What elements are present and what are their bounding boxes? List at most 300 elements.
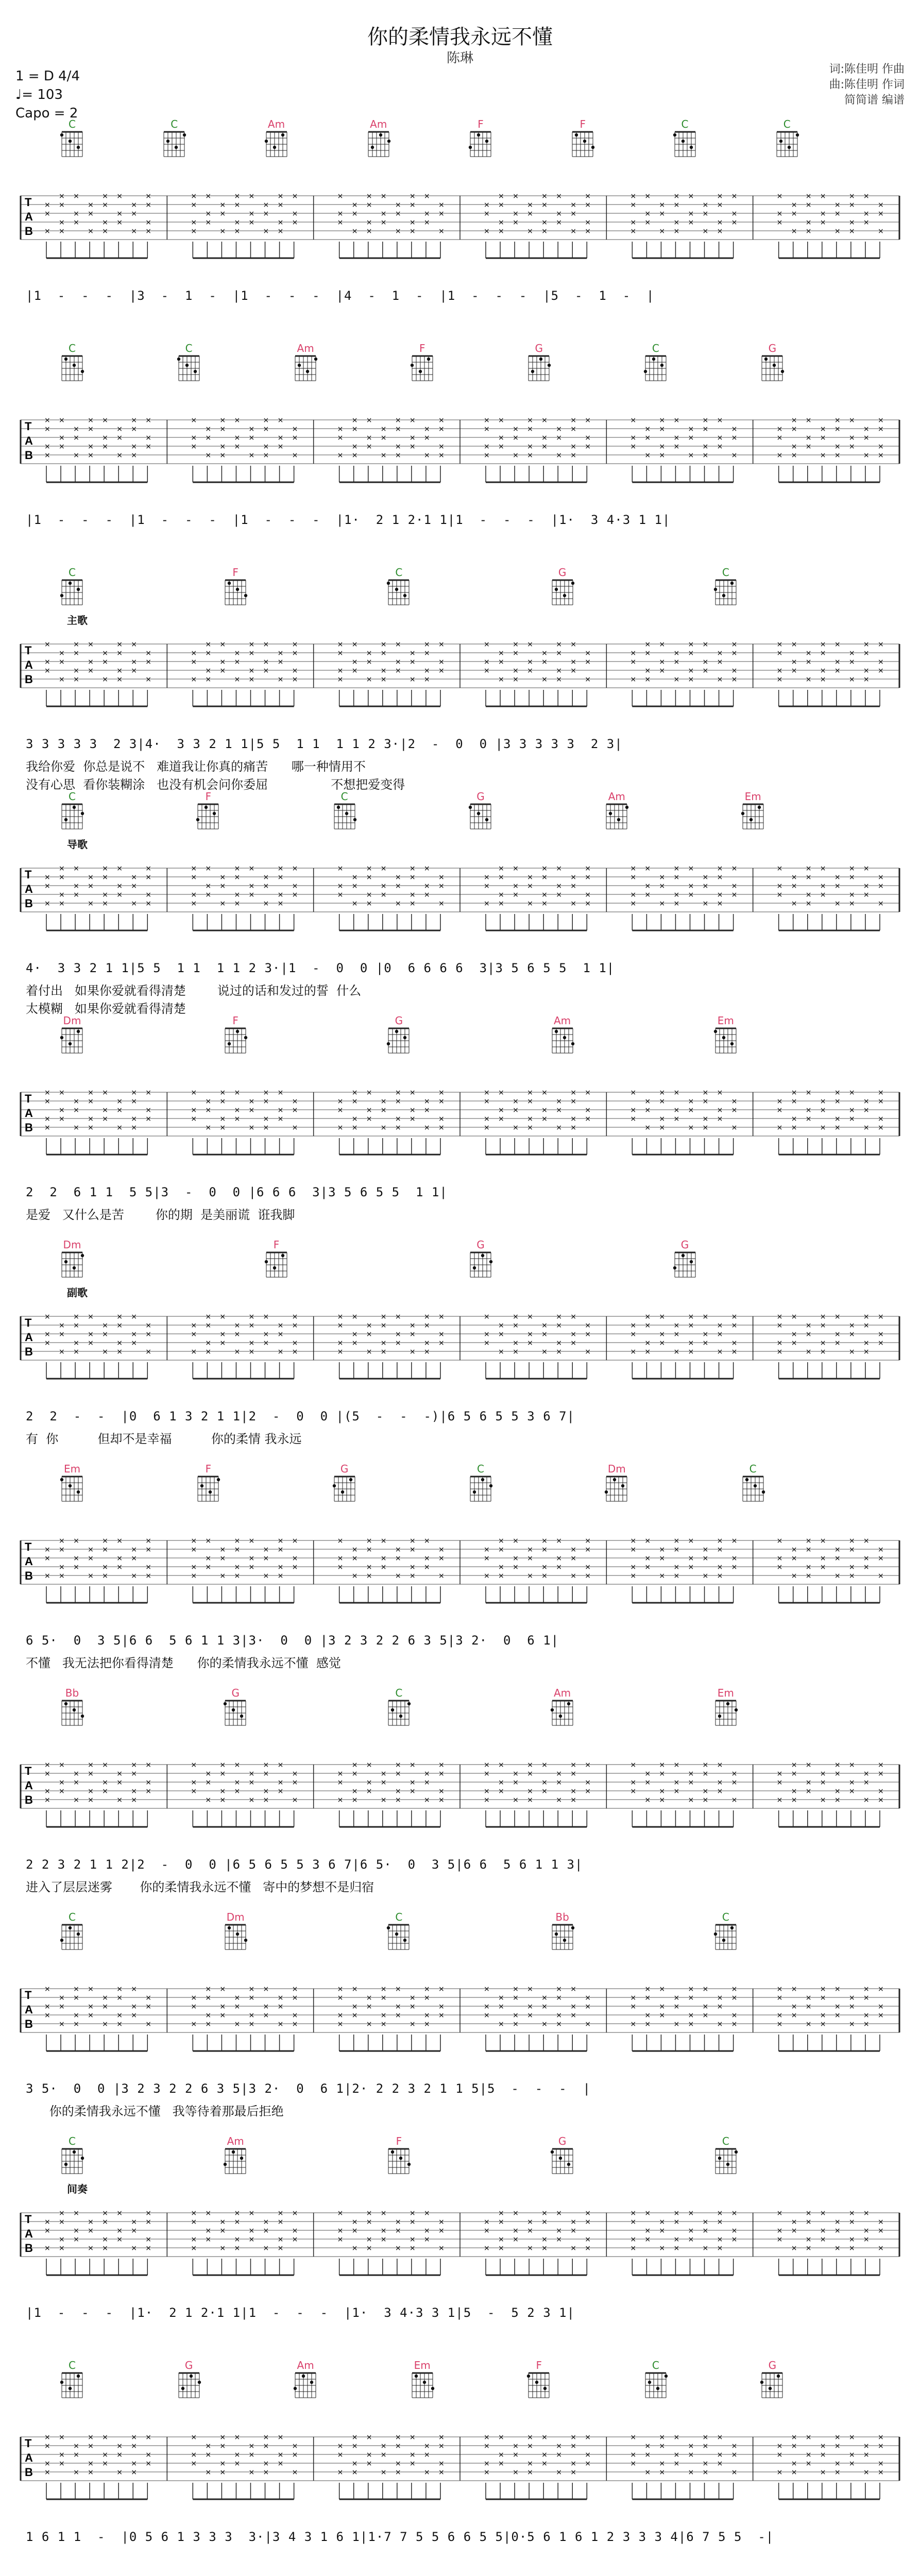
chord-grid-icon [570, 130, 595, 159]
svg-text:×: × [644, 649, 651, 657]
svg-text:×: × [630, 192, 637, 200]
svg-text:×: × [131, 210, 137, 218]
svg-text:×: × [717, 900, 723, 908]
svg-text:×: × [673, 2433, 680, 2442]
svg-text:×: × [820, 192, 826, 200]
svg-text:×: × [145, 1787, 152, 1795]
svg-text:×: × [366, 416, 372, 425]
chord-name: Am [554, 1687, 571, 1699]
svg-text:×: × [73, 1124, 79, 1132]
svg-text:×: × [848, 649, 855, 657]
svg-text:×: × [366, 227, 372, 235]
svg-text:×: × [556, 192, 562, 200]
svg-text:×: × [834, 1089, 841, 1097]
svg-text:×: × [541, 1537, 548, 1545]
svg-text:×: × [848, 416, 855, 425]
svg-text:×: × [731, 2451, 738, 2459]
chord-name: C [69, 790, 76, 803]
svg-text:×: × [527, 1115, 533, 1123]
svg-text:×: × [673, 2451, 680, 2459]
svg-text:×: × [263, 210, 269, 218]
svg-text:×: × [484, 425, 490, 433]
svg-text:×: × [820, 2451, 826, 2459]
svg-text:×: × [409, 658, 416, 666]
svg-text:×: × [116, 640, 123, 649]
svg-text:×: × [570, 2442, 576, 2450]
lyrics-line: 进入了层层迷雾 你的柔情我永远不懂 寄中的梦想不是归宿 [26, 1880, 374, 1894]
svg-text:×: × [513, 1770, 519, 1778]
svg-text:×: × [337, 1563, 344, 1571]
svg-text:×: × [717, 227, 723, 235]
svg-text:×: × [292, 2011, 298, 2020]
svg-text:×: × [527, 227, 533, 235]
svg-text:×: × [702, 658, 709, 666]
svg-text:×: × [423, 1313, 430, 1321]
svg-text:×: × [292, 1348, 298, 1356]
chord-name: C [395, 566, 403, 579]
svg-text:×: × [556, 1106, 562, 1114]
svg-text:×: × [59, 2218, 65, 2226]
svg-text:×: × [570, 201, 576, 209]
svg-text:×: × [570, 1572, 576, 1580]
chord-diagram [705, 1687, 746, 1727]
svg-text:×: × [644, 1994, 651, 2002]
svg-text:×: × [776, 2442, 783, 2450]
tab-staff [0, 2192, 920, 2347]
svg-text:×: × [834, 416, 841, 425]
svg-text:×: × [702, 2460, 709, 2468]
svg-text:×: × [145, 658, 152, 666]
svg-text:×: × [484, 658, 490, 666]
svg-text:×: × [366, 1106, 372, 1114]
svg-text:×: × [484, 1770, 490, 1778]
svg-text:×: × [337, 1124, 344, 1132]
svg-text:×: × [248, 1554, 255, 1563]
svg-text:×: × [116, 1778, 123, 1787]
svg-text:×: × [570, 1770, 576, 1778]
svg-text:×: × [409, 1321, 416, 1330]
svg-text:×: × [498, 658, 504, 666]
svg-text:×: × [337, 218, 344, 227]
svg-text:×: × [191, 1546, 197, 1554]
chord-diagram [518, 2360, 559, 2400]
svg-text:×: × [44, 425, 50, 433]
svg-text:×: × [570, 882, 576, 890]
svg-text:T: T [25, 196, 32, 209]
svg-text:×: × [805, 2235, 812, 2244]
svg-text:×: × [234, 1787, 241, 1795]
chord-diagram [705, 1015, 746, 1055]
svg-text:×: × [820, 1124, 826, 1132]
svg-text:×: × [702, 1554, 709, 1563]
chord-grid-icon [713, 1026, 739, 1055]
svg-text:×: × [834, 1097, 841, 1106]
svg-text:×: × [791, 201, 797, 209]
svg-text:×: × [351, 2011, 358, 2020]
svg-text:×: × [791, 425, 797, 433]
chord-name: Dm [226, 1911, 245, 1923]
svg-text:×: × [527, 443, 533, 451]
svg-text:T: T [25, 644, 32, 657]
svg-text:×: × [570, 1339, 576, 1347]
svg-text:×: × [438, 1796, 445, 1804]
svg-text:×: × [673, 416, 680, 425]
svg-text:×: × [863, 2020, 870, 2028]
svg-text:×: × [59, 1348, 65, 1356]
svg-text:×: × [277, 1330, 284, 1338]
svg-text:×: × [277, 1348, 284, 1356]
svg-text:×: × [863, 1124, 870, 1132]
svg-text:×: × [717, 865, 723, 873]
svg-text:×: × [337, 865, 344, 873]
svg-text:×: × [366, 891, 372, 899]
svg-text:×: × [145, 900, 152, 908]
svg-text:×: × [805, 873, 812, 882]
svg-text:×: × [366, 2244, 372, 2252]
svg-text:×: × [717, 1537, 723, 1545]
svg-text:×: × [131, 1554, 137, 1563]
svg-text:×: × [234, 2451, 241, 2459]
section-label: 主歌 [67, 614, 88, 626]
svg-text:×: × [191, 1348, 197, 1356]
chord-name: Em [63, 1463, 81, 1475]
svg-text:×: × [337, 1770, 344, 1778]
svg-text:×: × [776, 891, 783, 899]
svg-text:×: × [484, 443, 490, 451]
svg-text:×: × [805, 1546, 812, 1554]
svg-text:×: × [145, 1106, 152, 1114]
svg-text:×: × [292, 640, 298, 649]
svg-text:×: × [380, 2235, 387, 2244]
svg-text:×: × [351, 1761, 358, 1769]
svg-text:×: × [513, 1537, 519, 1545]
svg-text:×: × [877, 227, 884, 235]
svg-text:×: × [438, 1089, 445, 1097]
svg-text:×: × [688, 1106, 694, 1114]
svg-text:×: × [351, 1339, 358, 1347]
svg-text:×: × [484, 873, 490, 882]
svg-text:×: × [702, 1124, 709, 1132]
svg-text:×: × [731, 2442, 738, 2450]
svg-text:×: × [527, 1761, 533, 1769]
chord-diagram [596, 1463, 637, 1503]
svg-text:×: × [820, 1770, 826, 1778]
svg-text:×: × [791, 210, 797, 218]
svg-text:×: × [234, 2433, 241, 2442]
svg-text:×: × [877, 2433, 884, 2442]
svg-text:×: × [102, 201, 108, 209]
chord-name: Em [414, 2359, 431, 2371]
svg-text:×: × [673, 2218, 680, 2226]
chord-grid-icon [332, 802, 357, 831]
svg-text:×: × [484, 1124, 490, 1132]
svg-text:×: × [438, 882, 445, 890]
svg-text:×: × [337, 2020, 344, 2028]
chord-name: F [232, 1014, 238, 1027]
svg-text:×: × [205, 1537, 212, 1545]
svg-text:×: × [776, 675, 783, 684]
svg-text:×: × [570, 2433, 576, 2442]
svg-text:×: × [717, 1115, 723, 1123]
svg-text:×: × [541, 1348, 548, 1356]
svg-text:×: × [820, 891, 826, 899]
svg-text:×: × [527, 1330, 533, 1338]
svg-text:×: × [277, 2209, 284, 2217]
svg-text:×: × [776, 434, 783, 442]
svg-text:×: × [820, 434, 826, 442]
svg-text:×: × [498, 865, 504, 873]
svg-text:×: × [717, 2209, 723, 2217]
svg-text:×: × [556, 210, 562, 218]
svg-text:×: × [659, 2011, 666, 2020]
svg-text:×: × [73, 667, 79, 675]
svg-text:×: × [248, 2020, 255, 2028]
svg-text:×: × [731, 1106, 738, 1114]
chord-name: C [749, 1463, 757, 1475]
svg-text:×: × [776, 1770, 783, 1778]
svg-text:×: × [863, 2227, 870, 2235]
svg-text:×: × [731, 1994, 738, 2002]
svg-text:×: × [630, 2003, 637, 2011]
svg-text:×: × [688, 1097, 694, 1106]
chord-diagram [215, 1015, 256, 1055]
chord-grid-icon [759, 354, 785, 383]
svg-text:×: × [219, 1115, 226, 1123]
svg-text:×: × [263, 2218, 269, 2226]
svg-text:×: × [805, 201, 812, 209]
svg-text:×: × [248, 667, 255, 675]
svg-text:×: × [791, 1761, 797, 1769]
svg-text:×: × [219, 2011, 226, 2020]
chord-diagram [285, 343, 326, 383]
chord-diagram [402, 343, 443, 383]
svg-text:×: × [834, 2442, 841, 2450]
svg-text:×: × [863, 425, 870, 433]
svg-text:×: × [805, 1330, 812, 1338]
svg-text:B: B [25, 2018, 33, 2030]
svg-text:×: × [659, 1339, 666, 1347]
svg-text:×: × [688, 1985, 694, 1993]
svg-text:×: × [277, 1778, 284, 1787]
svg-text:×: × [423, 675, 430, 684]
svg-text:×: × [263, 1572, 269, 1580]
svg-text:×: × [702, 2244, 709, 2252]
svg-text:×: × [44, 2433, 50, 2442]
svg-text:×: × [776, 1554, 783, 1563]
chord-name: C [722, 2135, 729, 2147]
svg-text:×: × [88, 900, 94, 908]
svg-text:×: × [820, 1994, 826, 2002]
svg-text:×: × [877, 640, 884, 649]
svg-text:×: × [423, 1321, 430, 1330]
svg-text:×: × [484, 2468, 490, 2477]
svg-text:×: × [409, 443, 416, 451]
svg-text:×: × [848, 227, 855, 235]
chord-grid-icon [59, 2147, 85, 2176]
svg-text:×: × [44, 2468, 50, 2477]
svg-text:×: × [673, 1330, 680, 1338]
svg-text:×: × [380, 1339, 387, 1347]
svg-text:×: × [380, 451, 387, 460]
svg-text:×: × [877, 210, 884, 218]
svg-text:A: A [25, 2451, 33, 2464]
svg-text:×: × [659, 1124, 666, 1132]
svg-text:×: × [234, 658, 241, 666]
svg-text:×: × [116, 1321, 123, 1330]
tempo: ♩= 103 [15, 87, 63, 103]
chord-name: C [477, 1463, 484, 1475]
svg-text:×: × [848, 201, 855, 209]
chord-name: F [205, 790, 212, 803]
svg-text:×: × [791, 658, 797, 666]
svg-text:×: × [848, 1321, 855, 1330]
svg-text:×: × [191, 1537, 197, 1545]
svg-text:×: × [717, 1994, 723, 2002]
tab-staff [0, 399, 920, 554]
chord-diagram [542, 1687, 583, 1727]
svg-text:T: T [25, 1092, 32, 1105]
chord-name: Am [370, 118, 387, 130]
svg-text:×: × [513, 2227, 519, 2235]
svg-text:×: × [585, 1330, 591, 1338]
chord-grid-icon [713, 578, 739, 607]
svg-text:×: × [205, 2209, 212, 2217]
svg-text:×: × [702, 1787, 709, 1795]
chord-diagram [705, 567, 746, 607]
svg-text:×: × [848, 1115, 855, 1123]
svg-text:×: × [409, 201, 416, 209]
svg-text:×: × [337, 649, 344, 657]
svg-text:×: × [702, 443, 709, 451]
svg-text:×: × [351, 2433, 358, 2442]
svg-text:×: × [366, 218, 372, 227]
svg-text:×: × [277, 873, 284, 882]
svg-text:×: × [484, 1796, 490, 1804]
svg-text:×: × [248, 2235, 255, 2244]
svg-text:×: × [527, 416, 533, 425]
svg-text:×: × [659, 1097, 666, 1106]
svg-text:×: × [351, 1313, 358, 1321]
svg-text:×: × [263, 2468, 269, 2477]
lyrics-line: 着付出 如果你爱就看得清楚 说过的话和发过的誓 什么 太模糊 如果你爱就看得清楚 [26, 984, 362, 1016]
svg-text:×: × [263, 2227, 269, 2235]
svg-text:×: × [145, 1330, 152, 1338]
svg-text:×: × [731, 640, 738, 649]
lyrics-line: 你的柔情我永远不懂 我等待着那最后拒绝 [26, 2104, 284, 2119]
svg-text:×: × [116, 1770, 123, 1778]
svg-text:×: × [116, 1796, 123, 1804]
svg-text:×: × [337, 667, 344, 675]
chord-grid-icon [59, 1475, 85, 1503]
svg-text:×: × [145, 2003, 152, 2011]
svg-text:×: × [277, 1089, 284, 1097]
svg-text:×: × [834, 2003, 841, 2011]
svg-text:×: × [556, 1537, 562, 1545]
svg-text:×: × [791, 882, 797, 890]
svg-text:×: × [423, 1106, 430, 1114]
svg-text:×: × [717, 1563, 723, 1571]
svg-text:×: × [848, 2209, 855, 2217]
svg-text:×: × [863, 1321, 870, 1330]
svg-text:×: × [292, 2227, 298, 2235]
svg-text:×: × [438, 640, 445, 649]
svg-text:×: × [438, 1572, 445, 1580]
svg-text:×: × [585, 1537, 591, 1545]
svg-text:×: × [673, 1563, 680, 1571]
svg-text:×: × [688, 2209, 694, 2217]
svg-text:×: × [688, 2227, 694, 2235]
svg-text:×: × [73, 865, 79, 873]
svg-text:×: × [116, 434, 123, 442]
svg-text:×: × [395, 1985, 401, 1993]
svg-text:×: × [702, 1796, 709, 1804]
svg-text:×: × [791, 416, 797, 425]
svg-text:×: × [395, 1097, 401, 1106]
svg-text:×: × [498, 1321, 504, 1330]
svg-text:×: × [263, 1089, 269, 1097]
chord-grid-icon [293, 2371, 318, 2400]
svg-text:×: × [116, 1097, 123, 1106]
svg-text:×: × [351, 201, 358, 209]
svg-text:×: × [234, 675, 241, 684]
svg-text:×: × [527, 2460, 533, 2468]
svg-text:×: × [659, 640, 666, 649]
svg-text:×: × [877, 873, 884, 882]
svg-text:×: × [731, 1796, 738, 1804]
svg-text:×: × [498, 900, 504, 908]
svg-text:×: × [219, 425, 226, 433]
svg-text:×: × [248, 2011, 255, 2020]
svg-text:×: × [219, 210, 226, 218]
svg-text:×: × [438, 443, 445, 451]
svg-text:×: × [630, 891, 637, 899]
svg-text:B: B [25, 1345, 33, 1358]
svg-text:×: × [292, 675, 298, 684]
svg-text:×: × [805, 1563, 812, 1571]
chord-diagram [665, 118, 706, 159]
svg-text:×: × [673, 1115, 680, 1123]
svg-text:×: × [73, 210, 79, 218]
svg-text:×: × [380, 218, 387, 227]
svg-text:×: × [145, 675, 152, 684]
chord-name: C [395, 1911, 403, 1923]
jianpu-notation: |1 - - - |1· 2 1 2·1 1|1 - - - |1· 3 4·3 3 1|5 - 5 2 3 1| [26, 2306, 575, 2320]
svg-text:×: × [191, 1115, 197, 1123]
svg-text:×: × [527, 873, 533, 882]
svg-text:×: × [556, 1321, 562, 1330]
tempo-info [15, 67, 80, 123]
svg-text:×: × [791, 1313, 797, 1321]
svg-text:×: × [205, 649, 212, 657]
svg-text:×: × [337, 882, 344, 890]
svg-text:×: × [834, 658, 841, 666]
svg-text:×: × [498, 1787, 504, 1795]
svg-text:×: × [44, 1115, 50, 1123]
svg-text:×: × [409, 2451, 416, 2459]
svg-text:×: × [848, 658, 855, 666]
svg-text:×: × [409, 1994, 416, 2002]
svg-text:×: × [88, 210, 94, 218]
chord-name: G [680, 1239, 689, 1251]
svg-text:×: × [234, 1115, 241, 1123]
svg-text:×: × [380, 1985, 387, 1993]
svg-text:×: × [717, 1778, 723, 1787]
svg-text:×: × [863, 640, 870, 649]
svg-text:×: × [248, 882, 255, 890]
svg-text:×: × [877, 1097, 884, 1106]
svg-text:×: × [688, 434, 694, 442]
svg-text:×: × [585, 649, 591, 657]
